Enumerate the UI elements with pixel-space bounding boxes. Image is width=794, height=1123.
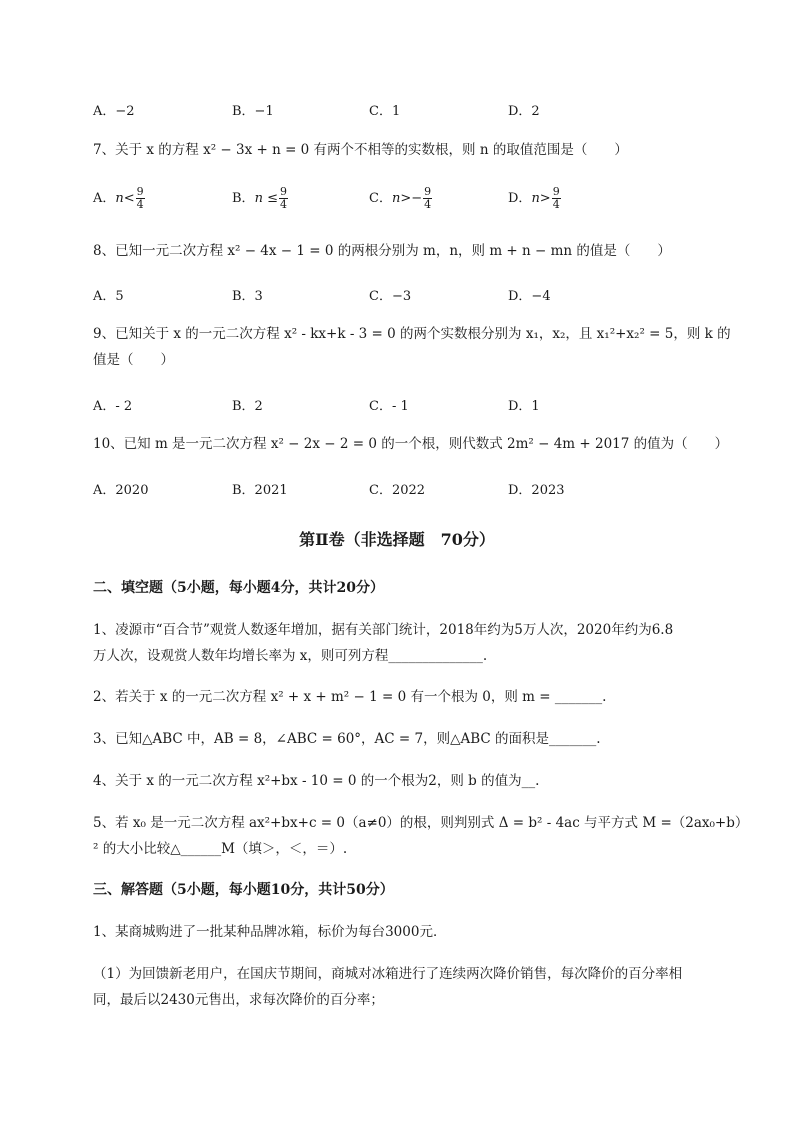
q7-text: 7、关于 x 的方程 x² − 3x + n = 0 有两个不相等的实数根，则 n 的取值范围是（ ） [93, 142, 628, 158]
q10-option-d: D．2023 [508, 483, 565, 498]
q7-option-a-expr: n< [115, 191, 135, 206]
fraction-denominator: 4 [279, 198, 287, 211]
q7-option-a [93, 186, 145, 211]
q6-options [93, 100, 733, 124]
section3-title: 三、解答题（5小题，每小题10分，共计50分） [93, 882, 394, 898]
s3-q1-sub1-line1: （1）为回馈新老用户，在国庆节期间，商城对冰箱进行了连续两次降价销售，每次降价的百分率相 [93, 966, 683, 982]
s2-q1-line2: 万人次，设观赏人数年均增长率为 x，则可列方程______________. [93, 648, 488, 664]
q7-option-d-expr: n> [531, 191, 551, 206]
q7-option-c-prefix: C． [369, 191, 392, 206]
fraction-numerator: 9 [552, 185, 560, 198]
q7-option-d [508, 186, 561, 211]
q7-option-b-prefix: B． [232, 191, 255, 206]
q7-option-c [369, 186, 432, 211]
section2-title: 二、填空题（5小题，每小题4分，共计20分） [93, 580, 384, 596]
q7-option-a-fraction [136, 186, 145, 211]
q8-option-c: C．−3 [369, 289, 412, 304]
s2-q3: 3、已知△ABC 中，AB = 8，∠ABC = 60°，AC = 7，则△ABC 的面积是_______. [93, 731, 601, 747]
fraction-numerator: 9 [424, 185, 432, 198]
s2-q5-line1: 5、若 x₀ 是一元二次方程 ax²+bx+c = 0（a≠0）的根，则判别式 Δ = b² - 4ac 与平方式 M =（2ax₀+b） [93, 815, 749, 831]
fraction-denominator: 4 [424, 198, 432, 211]
s2-q4: 4、关于 x 的一元二次方程 x²+bx - 10 = 0 的一个根为2，则 b 的值为__. [93, 773, 540, 789]
q8-option-b: B．3 [232, 289, 263, 304]
q7-option-b-expr: n ≤ [254, 191, 278, 206]
part2-title: 第Ⅱ卷（非选择题 70分） [299, 530, 495, 549]
q7-option-d-fraction [552, 186, 561, 211]
q9-line2: 值是（ ） [93, 352, 174, 368]
q7-option-b [232, 186, 288, 211]
fraction-denominator: 4 [552, 198, 560, 211]
s2-q1-line1: 1、凌源市“百合节”观赏人数逐年增加，据有关部门统计，2018年约为5万人次，2020年约为6.8 [93, 622, 674, 638]
q6-option-d: D．2 [508, 104, 540, 119]
q7-option-b-fraction [279, 186, 288, 211]
q10-option-c: C．2022 [369, 483, 426, 498]
q8-options [93, 285, 733, 309]
q9-option-b: B．2 [232, 399, 263, 414]
s2-q5-line2: ² 的大小比较△______M（填＞，＜，＝）. [93, 841, 348, 857]
q6-option-b: B．−1 [232, 104, 274, 119]
q6-option-c: C．1 [369, 104, 401, 119]
q7-options [93, 186, 733, 218]
s3-q1: 1、某商城购进了一批某种品牌冰箱，标价为每台3000元． [93, 924, 447, 940]
q8-option-a: A．5 [93, 289, 124, 304]
s3-q1-sub1-line2: 同，最后以2430元售出，求每次降价的百分率； [93, 992, 384, 1008]
q7-option-a-prefix: A． [93, 191, 116, 206]
q10-option-b: B．2021 [232, 483, 288, 498]
q7-option-d-prefix: D． [508, 191, 532, 206]
q7-option-c-fraction [423, 186, 432, 211]
q9-option-a: A．- 2 [93, 399, 133, 414]
fraction-numerator: 9 [136, 185, 144, 198]
fraction-numerator: 9 [279, 185, 287, 198]
q6-option-a: A．−2 [93, 104, 135, 119]
q10-text: 10、已知 m 是一元二次方程 x² − 2x − 2 = 0 的一个根，则代数式 2m² − 4m + 2017 的值为（ ） [93, 436, 729, 452]
q10-option-a: A．2020 [93, 483, 149, 498]
q9-line1: 9、已知关于 x 的一元二次方程 x² - kx+k - 3 = 0 的两个实数根分别为 x₁，x₂，且 x₁²+x₂² = 5，则 k 的 [93, 326, 731, 342]
q9-option-c: C．- 1 [369, 399, 409, 414]
q8-option-d: D．−4 [508, 289, 551, 304]
q8-text: 8、已知一元二次方程 x² − 4x − 1 = 0 的两根分别为 m，n，则 m + n − mn 的值是（ ） [93, 243, 671, 259]
q9-option-d: D．1 [508, 399, 540, 414]
q10-options [93, 479, 733, 503]
s2-q2: 2、若关于 x 的一元二次方程 x² + x + m² − 1 = 0 有一个根为 0，则 m = _______. [93, 689, 607, 705]
fraction-denominator: 4 [136, 198, 144, 211]
q9-options [93, 395, 733, 419]
q7-option-c-expr: n>− [391, 191, 423, 206]
